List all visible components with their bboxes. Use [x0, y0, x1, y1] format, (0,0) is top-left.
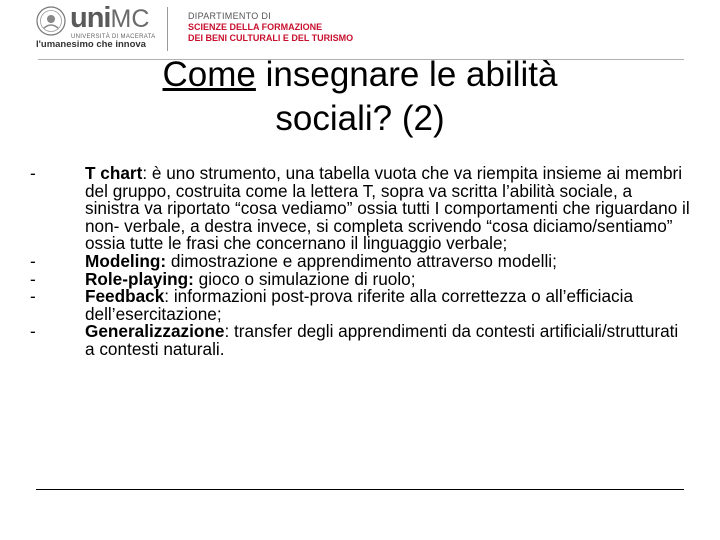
- university-logo[interactable]: uniMC: [70, 2, 150, 34]
- header-divider: [167, 7, 168, 51]
- university-name: UNIVERSITÀ DI MACERATA: [71, 34, 156, 40]
- title-underlined: Come: [162, 55, 256, 94]
- dept-line-1: DIPARTIMENTO DI: [188, 11, 272, 21]
- header: [0, 0, 720, 58]
- university-seal-icon: [36, 6, 66, 36]
- dept-line-3: DEI BENI CULTURALI E DEL TURISMO: [188, 33, 354, 43]
- list-item: - T chart: è uno strumento, una tabella vuota che va riempita insieme ai membri del gruppo, costruita come la lettera T, sopra va scritta l’abilità sociale, a sinistra va riportato “cosa vediamo” ossia tutti I comportamenti che riguardano il non- verbale, a destra invece, si completa scrivendo “cosa diciamo/sentiamo” ossia tutte le frasi che concernano il linguaggio verbale;: [30, 163, 690, 254]
- list-item: - Feedback: informazioni post-prova riferite alla correttezza o all’efficiacia dell’esercitazione;: [30, 286, 634, 324]
- bottom-rule: [36, 489, 684, 490]
- tagline: l'umanesimo che innova: [36, 39, 146, 50]
- dept-line-2: SCIENZE DELLA FORMAZIONE: [188, 22, 323, 32]
- title-line-2: sociali? (2): [275, 99, 445, 138]
- list-item: - Generalizzazione: transfer degli apprendimenti da contesti artificiali/strutturati a contesti naturali.: [30, 321, 679, 359]
- list-item: - Role-playing: gioco o simulazione di ruolo;: [30, 268, 416, 289]
- title-line-1: insegnare le abilità: [255, 55, 558, 94]
- department-name: [188, 11, 353, 44]
- slide-title: [0, 53, 720, 141]
- list-item: - Modeling: dimostrazione e apprendimento attraverso modelli;: [30, 250, 557, 271]
- bullet-list: [30, 165, 690, 359]
